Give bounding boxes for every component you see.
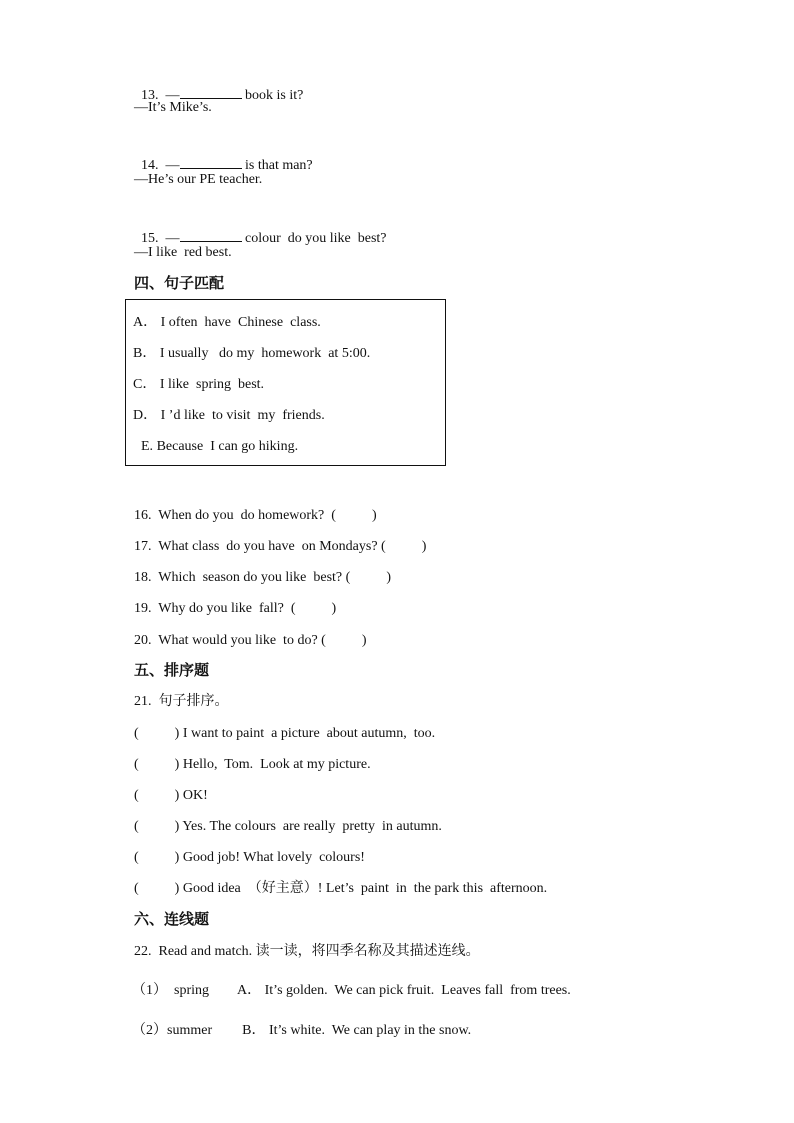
season-description[interactable]: It’s golden. We can pick fruit. Leaves fall from trees. <box>264 983 571 998</box>
order-item: ( ) I want to paint a picture about autumn, too. <box>134 726 436 741</box>
q14-answer: —He’s our PE teacher. <box>134 172 263 187</box>
q15-answer: —I like red best. <box>134 245 232 260</box>
question-19: 19. Why do you like fall? ( ) <box>134 601 337 616</box>
question-18: 18. Which season do you like best? ( ) <box>134 570 391 585</box>
question-13: 13. — book is it? <box>134 67 303 105</box>
question-16: 16. When do you do homework? ( ) <box>134 508 377 523</box>
q15-text: colour do you like best? <box>241 231 387 246</box>
option-d: D． I ’d like to visit my friends. <box>133 408 325 423</box>
section-4-title: 四、句子匹配 <box>134 274 225 292</box>
option-a: A． I often have Chinese class. <box>133 315 321 330</box>
q13-number: 13. <box>141 88 159 103</box>
section-5-title: 五、排序题 <box>134 661 210 679</box>
option-b: B． I usually do my homework at 5:00. <box>133 346 371 361</box>
season-row: （1） spring A． It’s golden. We can pick fruit. Leaves fall from trees. <box>132 983 571 998</box>
season-name[interactable]: spring <box>174 983 209 998</box>
question-14: 14. — is that man? <box>134 137 313 175</box>
option-e: E. Because I can go hiking. <box>141 439 299 454</box>
q15-number: 15. <box>141 231 159 246</box>
season-row: （2）summer B． It’s white. We can play in the snow. <box>132 1023 472 1038</box>
season-description[interactable]: It’s white. We can play in the snow. <box>268 1023 472 1038</box>
order-item: ( ) Good job! What lovely colours! <box>134 850 365 865</box>
options-box <box>125 299 446 466</box>
order-item: ( ) Good idea （好主意）! Let’s paint in the park this afternoon. <box>134 881 548 896</box>
question-15: 15. — colour do you like best? <box>134 210 387 248</box>
order-item: ( ) Yes. The colours are really pretty in autumn. <box>134 819 442 834</box>
order-item: ( ) Hello, Tom. Look at my picture. <box>134 757 371 772</box>
q15-blank[interactable] <box>180 228 242 242</box>
q14-number: 14. <box>141 158 159 173</box>
question-17: 17. What class do you have on Mondays? ( ) <box>134 539 427 554</box>
q13-answer: —It’s Mike’s. <box>134 100 212 115</box>
q13-blank[interactable] <box>180 85 242 99</box>
q14-blank[interactable] <box>180 155 242 169</box>
question-22: 22. Read and match. 读一读，将四季名称及其描述连线。 <box>134 944 480 959</box>
option-c: C． I like spring best. <box>133 377 265 392</box>
question-21: 21. 句子排序。 <box>134 694 229 709</box>
section-6-title: 六、连线题 <box>134 910 210 928</box>
q13-text: book is it? <box>241 88 304 103</box>
order-item: ( ) OK! <box>134 788 208 803</box>
question-20: 20. What would you like to do? ( ) <box>134 633 367 648</box>
q14-text: is that man? <box>241 158 313 173</box>
season-name[interactable]: summer <box>167 1023 213 1038</box>
